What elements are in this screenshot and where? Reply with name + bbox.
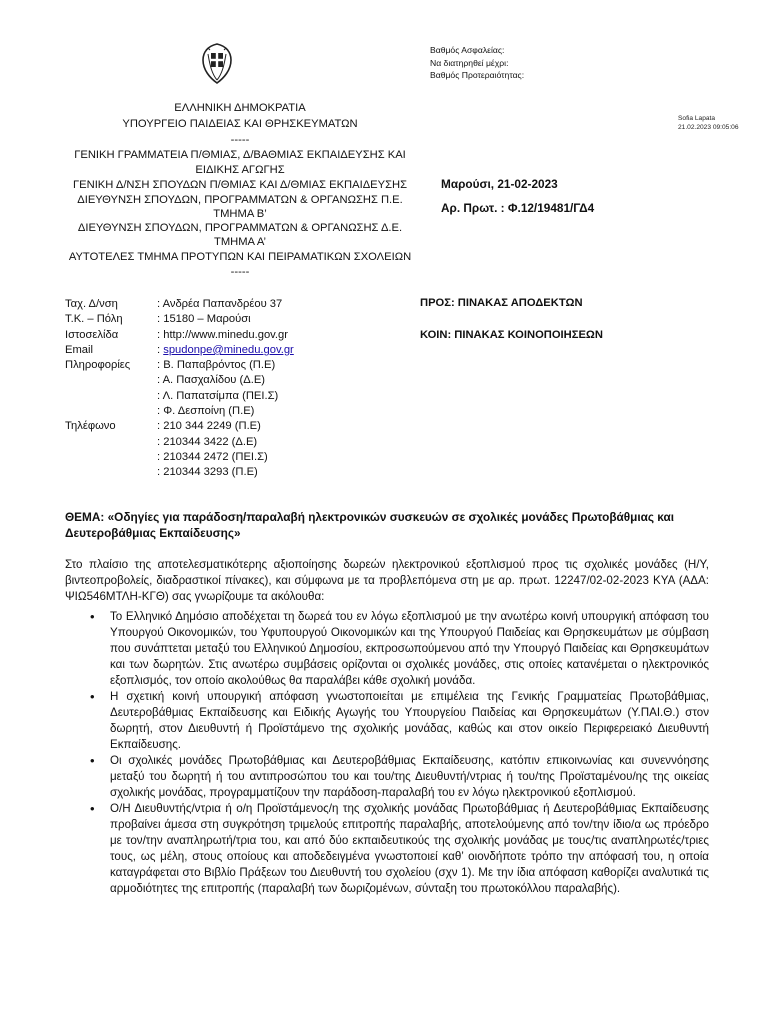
priority-level-label: Βαθμός Προτεραιότητας:	[430, 70, 525, 80]
contact-row-phone	[65, 419, 294, 434]
phone-label: Τηλέφωνο	[65, 420, 116, 433]
list-item	[90, 753, 709, 801]
contact-row-info	[65, 389, 294, 404]
header-department-a: ΤΜΗΜΑ Α’	[213, 236, 266, 248]
bullet-icon: •	[90, 801, 95, 816]
bullet-icon: •	[90, 689, 95, 704]
bullet-icon: •	[90, 753, 95, 768]
contact-row-info	[65, 373, 294, 388]
list-item	[90, 801, 709, 897]
phone-number: : 210344 3293 (Π.Ε)	[157, 466, 258, 479]
header-directorate-de: ΔΙΕΥΘΥΝΣΗ ΣΠΟΥΔΩΝ, ΠΡΟΓΡΑΜΜΑΤΩΝ & ΟΡΓΑΝΩΣΗΣ Δ.Ε.	[77, 222, 403, 234]
contact-row-city	[65, 312, 294, 327]
digital-signature	[678, 114, 739, 132]
contact-row-phone	[65, 465, 294, 480]
header-ministry: ΥΠΟΥΡΓΕΙΟ ΠΑΙΔΕΙΑΣ ΚΑΙ ΘΡΗΣΚΕΥΜΑΤΩΝ	[122, 118, 358, 130]
subject-line: ΘΕΜΑ: «Οδηγίες για παράδοση/παραλαβή ηλεκτρονικών συσκευών σε σχολικές μονάδες Πρωτοβάθμιας και Δευτεροβάθμιας Εκπαίδευσης»	[65, 510, 675, 540]
email-label: Email	[65, 343, 93, 356]
list-item	[90, 609, 709, 689]
email-prefix: :	[157, 343, 164, 356]
contact-row-phone	[65, 435, 294, 450]
security-block	[430, 44, 524, 82]
list-item-text: Οι σχολικές μονάδες Πρωτοβάθμιας και Δευτεροβάθμιας Εκπαίδευσης, κατόπιν επικοινωνίας και συνεννόησης μεταξύ του δωρητή ή του αντιπροσώπου του και του/της Διευθυντή/ντριας ή του/της Προϊσταμένου/ης της οικείας σχολικής μονάδας, προγραμματίζουν την παράδοση-παραλαβή του εν λόγω ηλεκτρονικού εξοπλισμού.	[110, 754, 709, 799]
bullet-icon: •	[90, 609, 95, 624]
contact-row-info	[65, 404, 294, 419]
city-value: : 15180 – Μαρούσι	[157, 313, 251, 326]
contact-row-website	[65, 328, 294, 343]
header-directorate-pe: ΔΙΕΥΘΥΝΣΗ ΣΠΟΥΔΩΝ, ΠΡΟΓΡΑΜΜΑΤΩΝ & ΟΡΓΑΝΩΣΗΣ Π.Ε.	[77, 194, 403, 206]
contact-info	[65, 297, 294, 481]
signature-timestamp: 21.02.2023 09:05:06	[678, 124, 739, 131]
address-value: : Ανδρέα Παπανδρέου 37	[157, 298, 283, 310]
info-contact: : Β. Παπαβρόντος (Π.Ε)	[157, 359, 276, 372]
protocol-number: Αρ. Πρωτ. : Φ.12/19481/ΓΔ4	[441, 201, 595, 215]
phone-number: : 210344 3422 (Δ.Ε)	[157, 435, 258, 448]
address-label: Ταχ. Δ/νση	[65, 298, 118, 310]
greek-emblem-icon	[198, 42, 236, 86]
website-label: Ιστοσελίδα	[65, 328, 119, 341]
header-general-directorate: ΓΕΝΙΚΗ Δ/ΝΣΗ ΣΠΟΥΔΩΝ Π/ΘΜΙΑΣ ΚΑΙ Δ/ΘΜΙΑΣ ΕΚΠΑΙΔΕΥΣΗΣ	[73, 179, 407, 191]
signer-name: Sofia Lapata	[678, 115, 716, 122]
info-contact: : Α. Πασχαλίδου (Δ.Ε)	[157, 374, 266, 387]
list-item-text: Η σχετική κοινή υπουργική απόφαση γνωστοποιείται με επιμέλεια της Γενικής Γραμματείας Πρωτοβάθμιας, Δευτεροβάθμιας Εκπαίδευσης και Ειδικής Αγωγής του Υπουργείου Παιδείας και Θρησκευμάτων (Υ.ΠΑΙ.Θ.) στον δωρητή, στον Διευθυντή ή Προϊστάμενο της σχολικής μονάδας, καθώς και στον οικείο Περιφερειακό Διευθυντή Εκπαίδευσης.	[110, 690, 709, 751]
phone-number: : 210 344 2249 (Π.Ε)	[157, 420, 261, 433]
recipients-to: ΠΡΟΣ: ΠΙΝΑΚΑΣ ΑΠΟΔΕΚΤΩΝ	[420, 297, 583, 309]
header-general-secretariat-cont: ΕΙΔΙΚΗΣ ΑΓΩΓΗΣ	[195, 164, 285, 176]
info-contact: : Λ. Παπατσίμπα (ΠΕΙ.Σ)	[157, 389, 279, 402]
instructions-list	[90, 609, 709, 897]
email-link[interactable]: spudonpe@minedu.gov.gr	[163, 343, 294, 356]
phone-number: : 210344 2472 (ΠΕΙ.Σ)	[157, 450, 268, 463]
header-autonomous-department: ΑΥΤΟΤΕΛΕΣ ΤΜΗΜΑ ΠΡΟΤΥΠΩΝ ΚΑΙ ΠΕΙΡΑΜΑΤΙΚΩΝ ΣΧΟΛΕΙΩΝ	[68, 251, 412, 263]
security-level-label: Βαθμός Ασφαλείας:	[430, 45, 505, 55]
retain-until-label: Να διατηρηθεί μέχρι:	[430, 57, 509, 68]
contact-row-email	[65, 343, 294, 358]
list-item-text: Ο/Η Διευθυντής/ντρια ή ο/η Προϊστάμενος/η της σχολικής μονάδας Πρωτοβάθμιας ή Δευτεροβάθμιας Εκπαίδευσης προβαίνει άμεσα στη συγκρότηση τριμελούς επιτροπής παραλαβής, αποτελούμενης από τον/την ίδιο/α ως πρόεδρο με τον/την αναπληρωτή/τρια του, και από δύο εκπαιδευτικούς της σχολικής μονάδας με τους/τις αναπληρωτές/τριες τους, ως μέλη, στους οποίους και αποδεδειγμένα γνωστοποιεί καθ’ οιονδήποτε τρόπο την απόφασή του, η οποία καταγράφεται στο Βιβλίο Πράξεων του Διευθυντή του σχολείου (σχν 1). Με την ίδια απόφαση καθορίζει αναλυτικά τις αρμοδιότητες της επιτροπής (παραλαβή των δωριζομένων, σύνταξη του πρωτοκόλλου παραλαβής).	[110, 802, 709, 895]
contact-row-phone	[65, 450, 294, 465]
city-label: Τ.Κ. – Πόλη	[65, 313, 123, 326]
list-item-text: Το Ελληνικό Δημόσιο αποδέχεται τη δωρεά του εν λόγω εξοπλισμού με την ανωτέρω κοινή υπουργική απόφαση του Υπουργού Οικονομικών, του Υφυπουργού Οικονομικών και της Υπουργού Παιδείας και Θρησκευμάτων με σύμβαση που συνάπτεται μεταξύ του Ελληνικού Δημοσίου, εκπροσωπούμενου από την Υπουργό Παιδείας και Θρησκευμάτων και των δωρητών. Στις ανωτέρω συμβάσεις ορίζονται οι σχολικές μονάδες, στις οποίες κατανέμεται ο ηλεκτρονικός εξοπλισμός, τον οποίο ακολούθως θα παραλάβει κάθε σχολική μονάδα.	[110, 610, 709, 687]
document-date: Μαρούσι, 21-02-2023	[441, 177, 558, 191]
info-label: Πληροφορίες	[65, 359, 131, 372]
recipients-cc: ΚΟΙΝ: ΠΙΝΑΚΑΣ ΚΟΙΝΟΠΟΙΗΣΕΩΝ	[420, 329, 603, 341]
header-department-b: ΤΜΗΜΑ Β’	[213, 208, 267, 220]
header-separator: -----	[230, 134, 250, 146]
contact-row-info	[65, 358, 294, 373]
website-value: : http://www.minedu.gov.gr	[157, 328, 288, 341]
list-item	[90, 689, 709, 753]
info-contact: : Φ. Δεσποίνη (Π.Ε)	[157, 405, 255, 418]
contact-row-address	[65, 297, 294, 312]
intro-paragraph: Στο πλαίσιο της αποτελεσματικότερης αξιοποίησης δωρεών ηλεκτρονικού εξοπλισμού προς τις σχολικές μονάδες (Η/Υ, βιντεοπροβολείς, διαδραστικοί πίνακες), και σύμφωνα με τα προβλεπόμενα στη με αρ. πρωτ. 12247/02-02-2023 ΚΥΑ (ΑΔΑ: ΨΙΩ546ΜΤΛΗ-ΚΓΘ) σας γνωρίζουμε τα ακόλουθα:	[65, 558, 709, 603]
header-country: ΕΛΛΗΝΙΚΗ ΔΗΜΟΚΡΑΤΙΑ	[174, 102, 306, 114]
header-separator: -----	[230, 266, 250, 278]
header-general-secretariat: ΓΕΝΙΚΗ ΓΡΑΜΜΑΤΕΙΑ Π/ΘΜΙΑΣ, Δ/ΒΑΘΜΙΑΣ ΕΚΠΑΙΔΕΥΣΗΣ ΚΑΙ	[74, 149, 406, 161]
